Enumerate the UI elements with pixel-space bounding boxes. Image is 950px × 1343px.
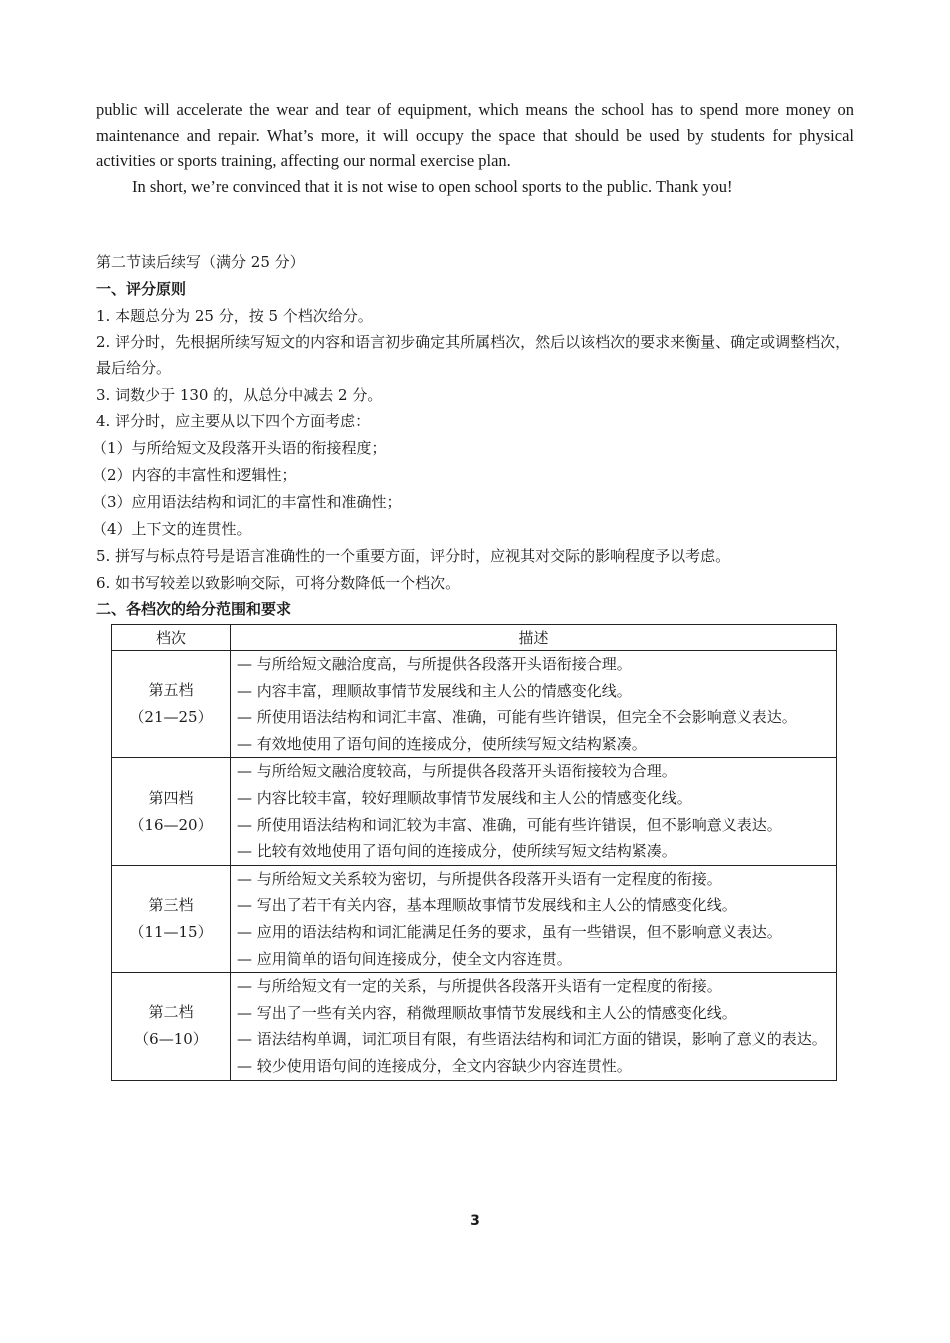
level-range: （16—20） xyxy=(129,815,213,834)
criterion-item: — 比较有效地使用了语句间的连接成分，使所续写短文结构紧凑。 xyxy=(237,842,677,861)
level-range: （6—10） xyxy=(134,1030,208,1049)
rule-6: 6. 如书写较差以致影响交际，可将分数降低一个档次。 xyxy=(96,574,461,592)
table-row xyxy=(112,758,837,865)
description-cell xyxy=(231,651,837,758)
rule-1: 1. 本题总分为 25 分，按 5 个档次给分。 xyxy=(96,307,373,325)
level-cell xyxy=(112,651,231,758)
criterion-item: — 与所给短文关系较为密切，与所提供各段落开头语有一定程度的衔接。 xyxy=(237,869,722,888)
criterion-item: — 内容比较丰富，较好理顺故事情节发展线和主人公的情感变化线。 xyxy=(237,788,692,807)
level-cell xyxy=(112,758,231,865)
level-cell xyxy=(112,865,231,972)
section-title: 第二节读后续写（满分 25 分） xyxy=(96,253,305,271)
criterion-item: — 应用简单的语句间连接成分，使全文内容连贯。 xyxy=(237,949,572,968)
criterion-item: — 与所给短文融洽度高，与所提供各段落开头语衔接合理。 xyxy=(237,655,632,673)
criterion-item: — 内容丰富，理顺故事情节发展线和主人公的情感变化线。 xyxy=(237,681,632,700)
table-row xyxy=(112,651,837,758)
table-row xyxy=(112,973,837,1080)
principles-heading: 一、评分原则 xyxy=(96,280,187,298)
criterion-item: — 所使用语法结构和词汇丰富、准确，可能有些许错误，但完全不会影响意义表达。 xyxy=(237,708,797,727)
rule-4: 4. 评分时，应主要从以下四个方面考虑： xyxy=(96,412,371,430)
description-cell xyxy=(231,865,837,972)
criterion-item: — 写出了一些有关内容，稍微理顺故事情节发展线和主人公的情感变化线。 xyxy=(237,1003,737,1022)
rule-2: 2. 评分时，先根据所续写短文的内容和语言初步确定其所属档次，然后以该档次的要求来衡量、确定或调整档次，最后给分。 xyxy=(96,333,851,377)
criterion-item: — 写出了若干有关内容，基本理顺故事情节发展线和主人公的情感变化线。 xyxy=(237,896,737,915)
english-paragraph-2: In short, we’re convinced that it is not wise to open school sports to the public. Thank you! xyxy=(132,177,733,196)
table-header-row xyxy=(112,625,837,651)
description-cell xyxy=(231,973,837,1080)
rule-4-sub-2: （2）内容的丰富性和逻辑性； xyxy=(92,466,297,484)
description-cell xyxy=(231,758,837,865)
level-cell xyxy=(112,973,231,1080)
english-paragraph-1: public will accelerate the wear and tear of equipment, which means the school has to spend more money on maintenance and repair. What’s more, it will occupy the space that should be used by students for physical activities or sports training, affecting our normal exercise plan. xyxy=(96,100,854,170)
criterion-item: — 与所给短文有一定的关系，与所提供各段落开头语有一定程度的衔接。 xyxy=(237,977,722,996)
level-name: 第三档 xyxy=(148,895,194,914)
criterion-item: — 有效地使用了语句间的连接成分，使所续写短文结构紧凑。 xyxy=(237,734,647,753)
rule-4-sub-3: （3）应用语法结构和词汇的丰富性和准确性； xyxy=(92,493,402,511)
rule-5: 5. 拼写与标点符号是语言准确性的一个重要方面，评分时，应视其对交际的影响程度予以考虑。 xyxy=(96,547,731,565)
ranges-heading: 二、各档次的给分范围和要求 xyxy=(96,600,292,618)
criterion-item: — 语法结构单调，词汇项目有限，有些语法结构和词汇方面的错误，影响了意义的表达。 xyxy=(237,1030,827,1049)
criterion-item: — 较少使用语句间的连接成分，全文内容缺少内容连贯性。 xyxy=(237,1056,632,1075)
rule-4-sub-4: （4）上下文的连贯性。 xyxy=(92,520,252,538)
rule-4-sub-1: （1）与所给短文及段落开头语的衔接程度； xyxy=(92,439,387,457)
criterion-item: — 应用的语法结构和词汇能满足任务的要求，虽有一些错误，但不影响意义表达。 xyxy=(237,922,782,941)
grading-table xyxy=(111,624,837,1081)
header-level: 档次 xyxy=(112,625,231,651)
criterion-item: — 所使用语法结构和词汇较为丰富、准确，可能有些许错误，但不影响意义表达。 xyxy=(237,815,782,834)
level-range: （21—25） xyxy=(129,708,213,727)
level-name: 第二档 xyxy=(148,1003,194,1022)
header-description: 描述 xyxy=(231,625,837,651)
table-row xyxy=(112,865,837,972)
level-range: （11—15） xyxy=(129,922,213,941)
level-name: 第四档 xyxy=(148,788,194,807)
criterion-item: — 与所给短文融洽度较高，与所提供各段落开头语衔接较为合理。 xyxy=(237,762,677,781)
page-number: 3 xyxy=(470,1213,480,1229)
rule-3: 3. 词数少于 130 的，从总分中减去 2 分。 xyxy=(96,386,383,404)
level-name: 第五档 xyxy=(148,681,194,700)
